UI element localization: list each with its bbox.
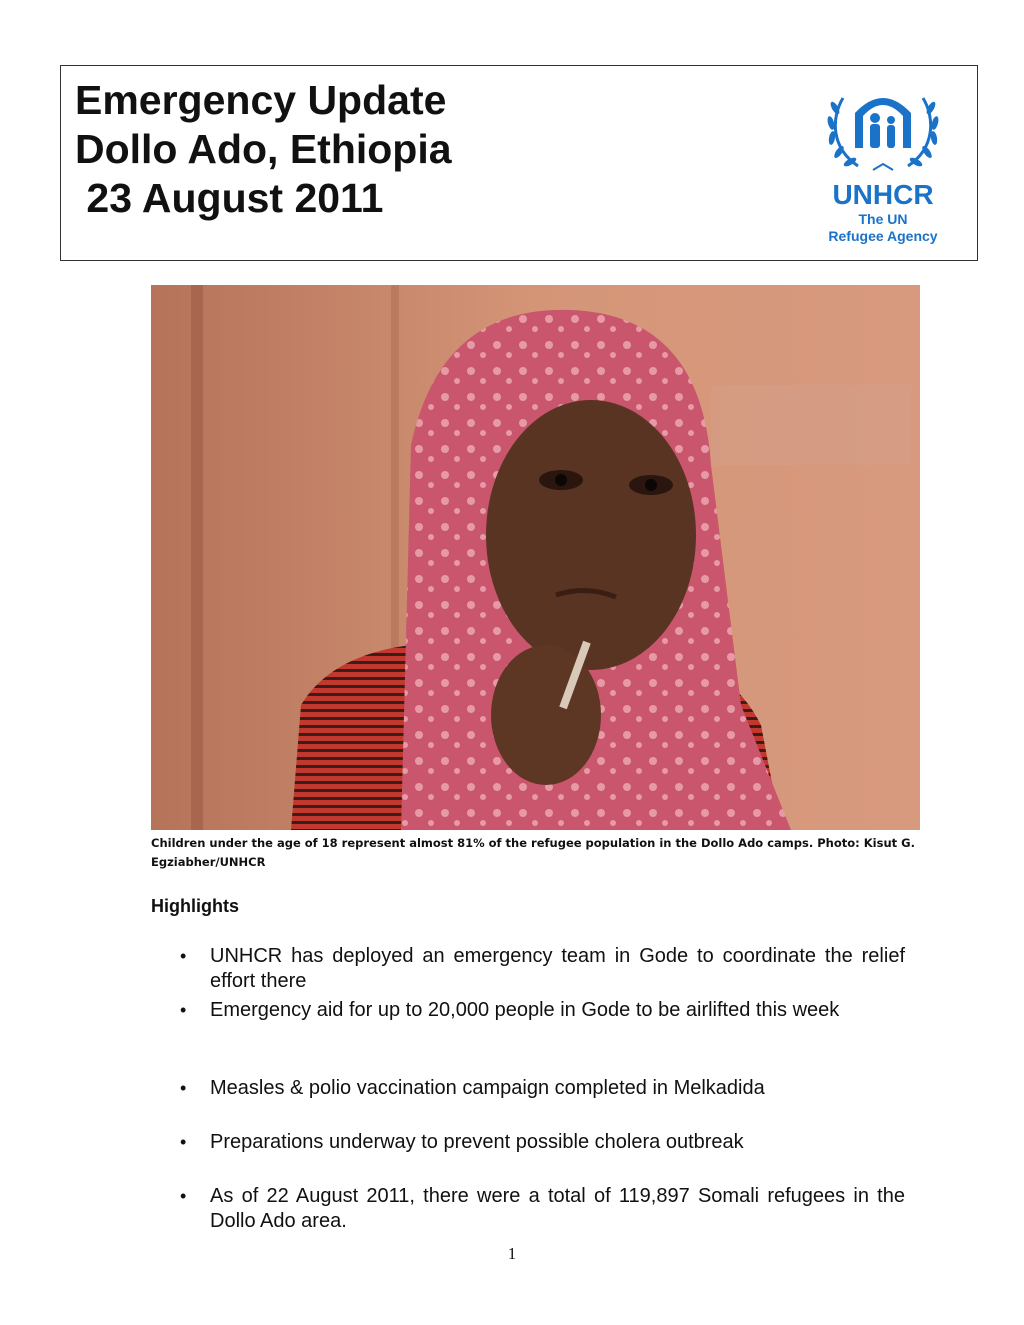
list-item-text: Preparations underway to prevent possible cholera outbreak [210, 1131, 744, 1153]
highlights-heading: Highlights [151, 896, 239, 916]
list-item [180, 944, 905, 994]
logo-tagline-2: Refugee Agency [828, 228, 938, 244]
list-item [180, 1130, 905, 1155]
bullet-icon: • [180, 1000, 187, 1020]
list-item [180, 1076, 905, 1101]
photo-caption: Children under the age of 18 represent almost 81% of the refugee population in the Dollo Ado camps. Photo: Kisut G. Egziabher/UNHCR [151, 836, 915, 869]
bullet-icon: • [180, 1186, 187, 1206]
logo-tagline-1: The UN [858, 211, 908, 227]
header-box [60, 65, 978, 261]
refugee-child-photo [151, 285, 920, 830]
list-item [180, 998, 905, 1023]
title-line-2: Dollo Ado, Ethiopia [75, 126, 452, 172]
unhcr-logo [813, 78, 953, 248]
title-line-3: 23 August 2011 [75, 175, 384, 221]
bullet-icon: • [180, 1078, 187, 1098]
page-number: 1 [507, 1244, 517, 1263]
list-item-text: As of 22 August 2011, there were a total of 119,897 Somali refugees in the Dollo Ado area. [210, 1185, 905, 1232]
bullet-icon: • [180, 946, 187, 966]
list-item-text: UNHCR has deployed an emergency team in Gode to coordinate the relief effort there [210, 945, 905, 992]
logo-name: UNHCR [832, 179, 934, 210]
unhcr-emblem-icon [826, 98, 939, 170]
list-item-text: Emergency aid for up to 20,000 people in Gode to be airlifted this week [210, 999, 840, 1021]
bullet-icon: • [180, 1132, 187, 1152]
list-item [180, 1184, 905, 1234]
title-line-1: Emergency Update [75, 77, 447, 123]
list-item-text: Measles & polio vaccination campaign completed in Melkadida [210, 1077, 765, 1099]
